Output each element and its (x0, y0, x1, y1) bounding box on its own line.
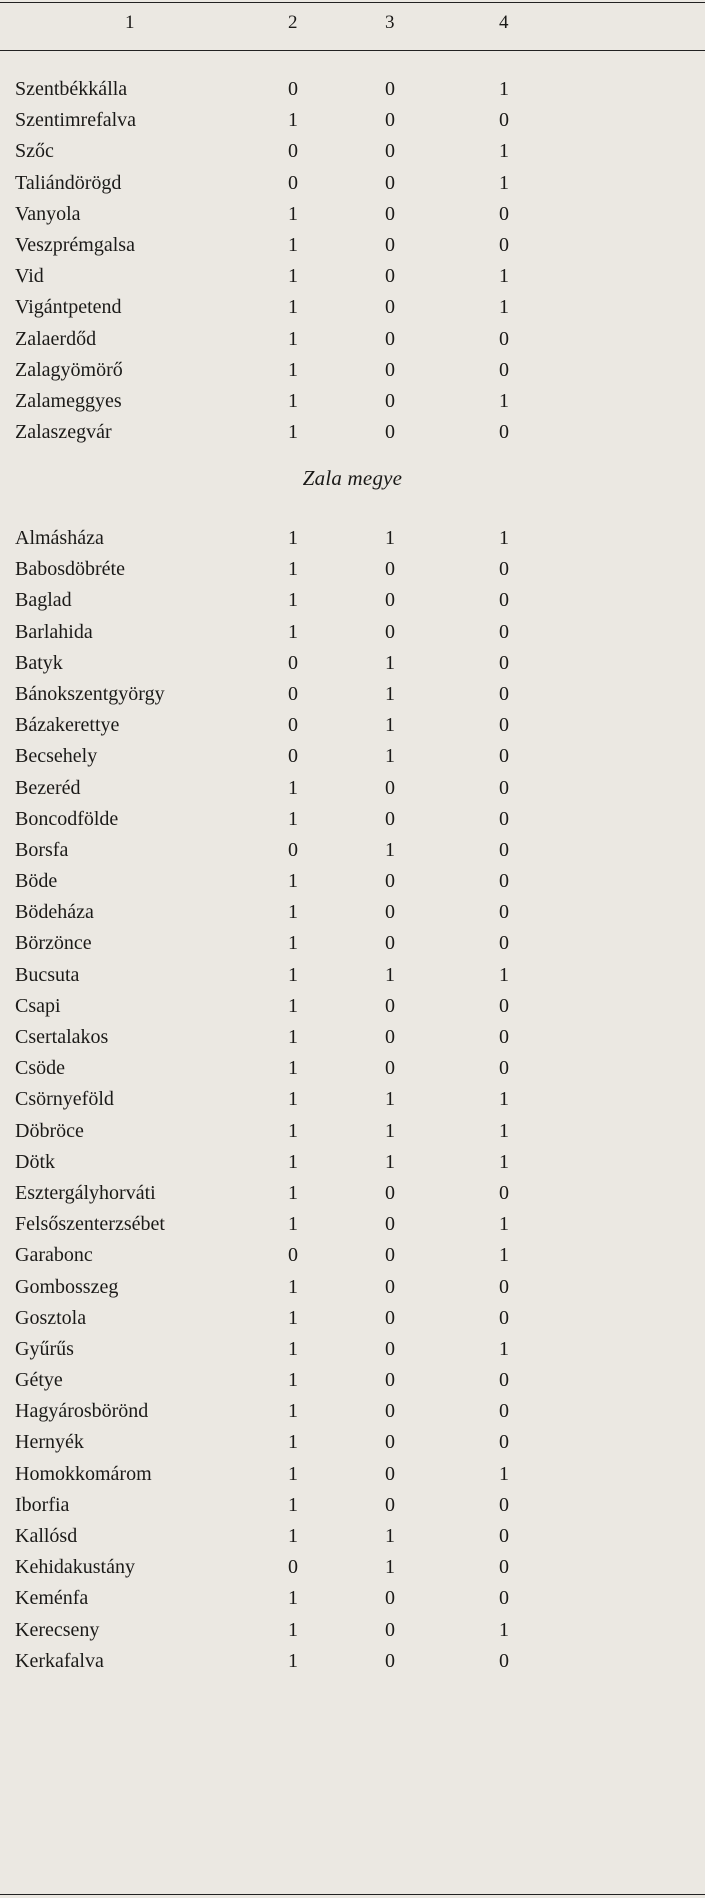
row-name: Garabonc (15, 1244, 93, 1267)
row-col-2: 1 (288, 296, 298, 319)
row-col-4: 0 (499, 327, 509, 350)
row-col-3: 1 (385, 1119, 395, 1142)
row-col-2: 1 (288, 1275, 298, 1298)
row-col-4: 1 (499, 1244, 509, 1267)
row-col-4: 1 (499, 296, 509, 319)
row-name: Felsőszenterzsébet (15, 1213, 165, 1236)
row-col-4: 0 (499, 901, 509, 924)
row-col-2: 1 (288, 1057, 298, 1080)
table-row (0, 523, 705, 554)
row-col-2: 1 (288, 421, 298, 444)
row-name: Szentimrefalva (15, 109, 137, 132)
table-row (0, 324, 705, 355)
row-col-2: 1 (288, 265, 298, 288)
row-name: Almásháza (15, 527, 104, 549)
row-col-3: 0 (385, 1337, 395, 1360)
table-row (0, 1209, 705, 1240)
row-col-2: 1 (288, 807, 298, 830)
table-row (0, 648, 705, 679)
row-col-2: 1 (288, 1431, 298, 1454)
header-col-1: 1 (125, 12, 135, 33)
row-col-2: 1 (288, 558, 298, 581)
row-col-4: 0 (499, 620, 509, 643)
row-col-3: 0 (385, 202, 395, 225)
row-col-3: 0 (385, 421, 395, 444)
table-row (0, 585, 705, 616)
row-name: Bázakerettye (15, 714, 120, 737)
table-row (0, 1521, 705, 1552)
row-col-2: 1 (288, 1525, 298, 1547)
table-section-top (0, 74, 705, 448)
row-col-3: 0 (385, 589, 395, 612)
row-col-2: 0 (288, 1556, 298, 1579)
row-col-2: 1 (288, 620, 298, 643)
row-name: Vigántpetend (15, 296, 122, 319)
row-col-3: 0 (385, 1306, 395, 1329)
table-row (0, 1334, 705, 1365)
table-row (0, 1583, 705, 1614)
table-row (0, 835, 705, 866)
table-bottom-rule (0, 1894, 705, 1895)
row-col-3: 1 (385, 1556, 395, 1579)
row-col-4: 0 (499, 202, 509, 225)
row-col-3: 0 (385, 109, 395, 132)
row-col-3: 0 (385, 1275, 395, 1298)
row-col-4: 0 (499, 1556, 509, 1579)
row-name: Bucsuta (15, 963, 80, 986)
row-col-4: 1 (499, 140, 509, 163)
table-row (0, 617, 705, 648)
table-row (0, 74, 705, 105)
row-col-3: 0 (385, 1587, 395, 1610)
row-col-3: 1 (385, 651, 395, 674)
row-col-4: 0 (499, 233, 509, 256)
row-col-4: 1 (499, 963, 509, 986)
table-row (0, 773, 705, 804)
table-row (0, 928, 705, 959)
row-col-2: 1 (288, 994, 298, 1017)
row-name: Bezeréd (15, 776, 81, 799)
table-row (0, 1615, 705, 1646)
row-col-4: 1 (499, 78, 509, 100)
table-row (0, 741, 705, 772)
row-col-4: 0 (499, 109, 509, 132)
row-col-3: 0 (385, 389, 395, 412)
header-col-4: 4 (499, 12, 509, 33)
row-name: Keménfa (15, 1587, 89, 1610)
row-col-2: 1 (288, 1213, 298, 1236)
row-col-3: 0 (385, 296, 395, 319)
row-col-3: 0 (385, 807, 395, 830)
row-col-4: 0 (499, 745, 509, 768)
row-name: Kehidakustány (15, 1556, 135, 1579)
table-row (0, 136, 705, 167)
row-col-4: 0 (499, 1181, 509, 1204)
row-name: Kerkafalva (15, 1649, 104, 1672)
row-col-4: 0 (499, 682, 509, 705)
row-col-4: 0 (499, 714, 509, 737)
section-title-zala: Zala megye (302, 466, 403, 490)
row-col-3: 1 (385, 527, 395, 549)
row-col-3: 0 (385, 776, 395, 799)
table-row (0, 386, 705, 417)
row-name: Zalameggyes (15, 389, 122, 412)
row-col-4: 1 (499, 1462, 509, 1485)
table-row (0, 168, 705, 199)
row-col-4: 0 (499, 358, 509, 381)
row-col-4: 1 (499, 1618, 509, 1641)
row-col-4: 1 (499, 1337, 509, 1360)
row-col-3: 0 (385, 1618, 395, 1641)
row-col-2: 1 (288, 389, 298, 412)
table-top-rule (0, 2, 705, 3)
table-row (0, 1116, 705, 1147)
row-col-2: 1 (288, 327, 298, 350)
row-col-4: 0 (499, 1649, 509, 1672)
row-col-3: 0 (385, 140, 395, 163)
row-name: Szentbékkálla (15, 78, 128, 100)
row-col-2: 1 (288, 1369, 298, 1392)
row-col-4: 0 (499, 1369, 509, 1392)
row-col-2: 1 (288, 1150, 298, 1173)
row-name: Vanyola (15, 202, 81, 225)
row-col-2: 1 (288, 963, 298, 986)
row-col-4: 1 (499, 1150, 509, 1173)
row-name: Csapi (15, 994, 61, 1017)
table-row (0, 1427, 705, 1458)
row-col-4: 0 (499, 1400, 509, 1423)
row-col-3: 0 (385, 1493, 395, 1516)
row-col-2: 1 (288, 870, 298, 893)
table-row (0, 1365, 705, 1396)
header-col-3: 3 (385, 12, 395, 33)
row-col-2: 1 (288, 1026, 298, 1048)
row-col-2: 1 (288, 776, 298, 799)
row-col-4: 0 (499, 651, 509, 674)
row-col-3: 0 (385, 1649, 395, 1672)
row-col-4: 0 (499, 1306, 509, 1329)
table-row (0, 1084, 705, 1115)
row-name: Döbröce (15, 1119, 84, 1142)
row-col-3: 1 (385, 1088, 395, 1111)
row-col-4: 1 (499, 1088, 509, 1111)
row-name: Baglad (15, 589, 72, 612)
row-col-3: 1 (385, 963, 395, 986)
table-header (0, 12, 705, 40)
row-name: Homokkomárom (15, 1462, 152, 1485)
row-col-4: 0 (499, 1057, 509, 1080)
row-name: Veszprémgalsa (15, 233, 135, 256)
table-row (0, 1303, 705, 1334)
row-col-3: 0 (385, 78, 395, 100)
table-header-rule (0, 50, 705, 51)
row-name: Batyk (15, 651, 63, 674)
table-row (0, 960, 705, 991)
table-row (0, 1552, 705, 1583)
row-col-2: 0 (288, 140, 298, 163)
row-col-3: 1 (385, 1525, 395, 1547)
row-col-4: 1 (499, 389, 509, 412)
row-col-3: 0 (385, 558, 395, 581)
row-col-4: 0 (499, 776, 509, 799)
row-col-3: 0 (385, 1244, 395, 1267)
table-row (0, 679, 705, 710)
row-col-3: 0 (385, 1213, 395, 1236)
row-col-3: 0 (385, 1431, 395, 1454)
row-col-3: 1 (385, 745, 395, 768)
row-col-3: 0 (385, 1462, 395, 1485)
row-name: Bödeháza (15, 901, 94, 924)
row-col-3: 0 (385, 1026, 395, 1048)
row-name: Gétye (15, 1369, 63, 1392)
table-row (0, 292, 705, 323)
row-name: Gosztola (15, 1306, 87, 1329)
row-col-3: 0 (385, 1057, 395, 1080)
row-name: Esztergályhorváti (15, 1181, 156, 1204)
table-row (0, 261, 705, 292)
row-name: Borsfa (15, 838, 69, 861)
row-col-2: 1 (288, 1618, 298, 1641)
row-col-4: 0 (499, 838, 509, 861)
row-col-2: 1 (288, 1119, 298, 1142)
row-col-3: 0 (385, 233, 395, 256)
row-col-2: 1 (288, 1400, 298, 1423)
table-row (0, 1240, 705, 1271)
table-row (0, 105, 705, 136)
row-name: Zalaerdőd (15, 327, 97, 350)
row-col-4: 0 (499, 1431, 509, 1454)
row-name: Boncodfölde (15, 807, 119, 830)
row-col-3: 0 (385, 327, 395, 350)
row-name: Dötk (15, 1150, 55, 1173)
row-col-2: 1 (288, 1181, 298, 1204)
table-row (0, 554, 705, 585)
row-col-2: 1 (288, 901, 298, 924)
row-col-4: 0 (499, 870, 509, 893)
row-name: Böde (15, 870, 58, 893)
row-name: Szőc (15, 140, 54, 163)
table-row (0, 355, 705, 386)
row-col-4: 1 (499, 1119, 509, 1142)
table-row (0, 897, 705, 928)
row-col-3: 0 (385, 265, 395, 288)
row-col-4: 0 (499, 1026, 509, 1048)
row-col-3: 0 (385, 1369, 395, 1392)
row-col-3: 0 (385, 901, 395, 924)
table-row (0, 866, 705, 897)
row-name: Kallósd (15, 1525, 78, 1547)
header-col-2: 2 (288, 12, 298, 33)
row-name: Vid (15, 265, 44, 288)
table-row (0, 1178, 705, 1209)
row-col-3: 0 (385, 1400, 395, 1423)
table-row (0, 1053, 705, 1084)
row-col-3: 0 (385, 994, 395, 1017)
row-col-4: 0 (499, 1525, 509, 1547)
row-col-2: 0 (288, 838, 298, 861)
row-col-2: 0 (288, 651, 298, 674)
row-col-2: 0 (288, 682, 298, 705)
row-name: Hagyárosbörönd (15, 1400, 149, 1423)
row-col-3: 0 (385, 358, 395, 381)
table-row (0, 1459, 705, 1490)
row-col-3: 1 (385, 682, 395, 705)
row-col-2: 1 (288, 1587, 298, 1610)
row-col-2: 0 (288, 745, 298, 768)
row-name: Gyűrűs (15, 1337, 74, 1360)
row-col-2: 1 (288, 589, 298, 612)
row-name: Csörnyeföld (15, 1088, 114, 1111)
row-name: Babosdöbréte (15, 558, 125, 581)
row-col-4: 1 (499, 171, 509, 194)
row-col-2: 0 (288, 714, 298, 737)
row-col-3: 0 (385, 870, 395, 893)
row-name: Kerecseny (15, 1618, 100, 1641)
table-row (0, 1490, 705, 1521)
table-row (0, 1272, 705, 1303)
row-name: Gombosszeg (15, 1275, 119, 1298)
row-col-3: 1 (385, 714, 395, 737)
row-col-3: 1 (385, 838, 395, 861)
row-col-2: 1 (288, 1337, 298, 1360)
table-row (0, 230, 705, 261)
row-col-4: 1 (499, 527, 509, 549)
row-name: Csertalakos (15, 1026, 109, 1048)
row-col-4: 1 (499, 1213, 509, 1236)
row-col-3: 1 (385, 1150, 395, 1173)
row-col-2: 1 (288, 932, 298, 955)
row-name: Barlahida (15, 620, 93, 643)
table-row (0, 1396, 705, 1427)
row-col-3: 0 (385, 620, 395, 643)
row-name: Csöde (15, 1057, 65, 1080)
row-name: Bánokszentgyörgy (15, 682, 165, 705)
row-col-4: 0 (499, 807, 509, 830)
row-col-2: 1 (288, 202, 298, 225)
table-row (0, 1022, 705, 1053)
row-col-2: 0 (288, 1244, 298, 1267)
table-row (0, 991, 705, 1022)
table-row (0, 710, 705, 741)
table-row (0, 1147, 705, 1178)
row-col-2: 1 (288, 109, 298, 132)
row-col-2: 1 (288, 358, 298, 381)
table-row (0, 804, 705, 835)
row-col-2: 0 (288, 171, 298, 194)
row-col-4: 1 (499, 265, 509, 288)
row-col-2: 1 (288, 1493, 298, 1516)
row-col-3: 0 (385, 932, 395, 955)
row-name: Becsehely (15, 745, 98, 768)
table-row (0, 417, 705, 448)
row-name: Taliándörögd (15, 171, 122, 194)
row-col-4: 0 (499, 421, 509, 444)
row-name: Iborfia (15, 1493, 70, 1516)
row-col-4: 0 (499, 558, 509, 581)
row-col-4: 0 (499, 1493, 509, 1516)
row-col-2: 1 (288, 527, 298, 549)
row-col-4: 0 (499, 1587, 509, 1610)
row-col-2: 1 (288, 1462, 298, 1485)
row-col-4: 0 (499, 1275, 509, 1298)
row-col-4: 0 (499, 932, 509, 955)
table-row (0, 199, 705, 230)
row-name: Zalagyömörő (15, 358, 123, 381)
row-col-2: 1 (288, 1088, 298, 1111)
row-col-3: 0 (385, 171, 395, 194)
row-name: Börzönce (15, 932, 92, 955)
table-section-zala (0, 523, 705, 1677)
row-name: Hernyék (15, 1431, 84, 1454)
row-name: Zalaszegvár (15, 421, 112, 444)
row-col-2: 1 (288, 1649, 298, 1672)
row-col-2: 1 (288, 233, 298, 256)
table-row (0, 1646, 705, 1677)
row-col-3: 0 (385, 1181, 395, 1204)
row-col-2: 1 (288, 1306, 298, 1329)
row-col-4: 0 (499, 994, 509, 1017)
row-col-4: 0 (499, 589, 509, 612)
row-col-2: 0 (288, 78, 298, 100)
